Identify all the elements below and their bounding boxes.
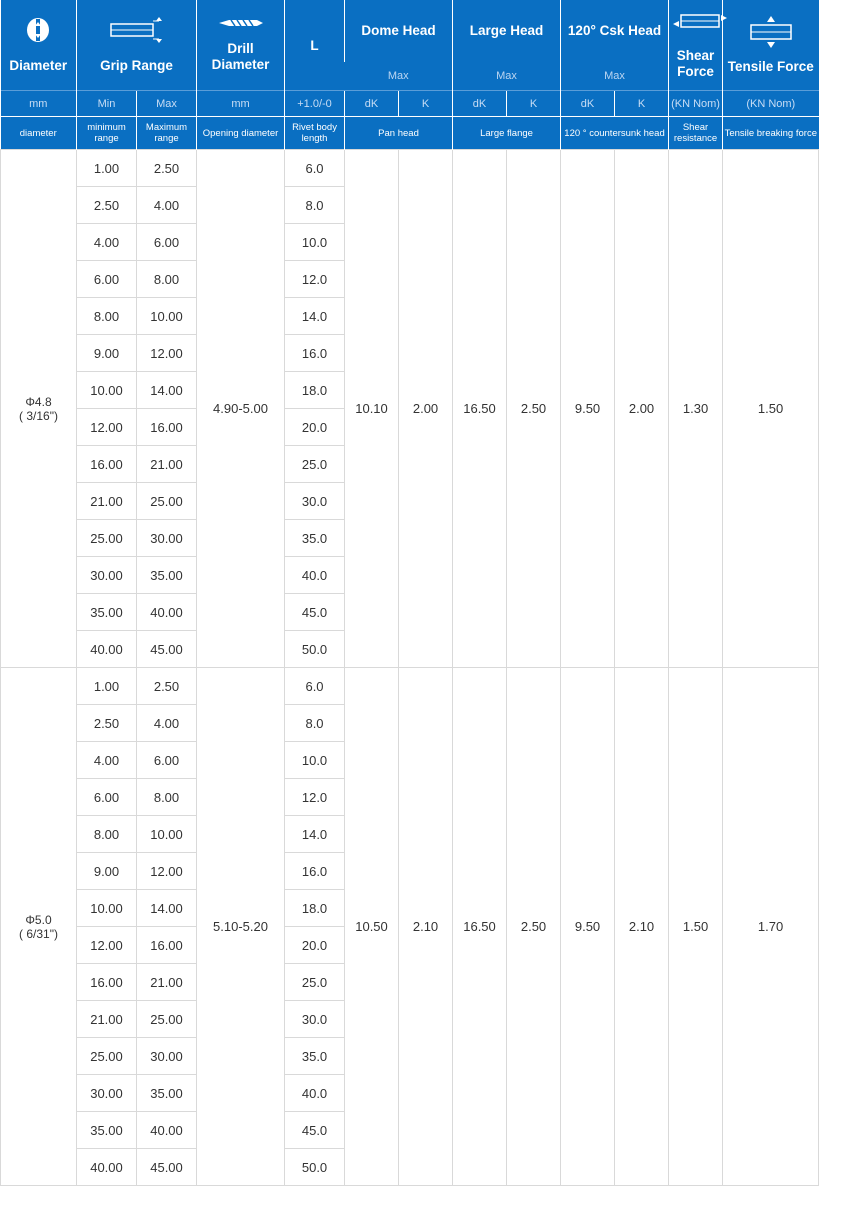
grip-max-cell: 16.00 (137, 409, 197, 446)
grip-max-cell: 21.00 (137, 446, 197, 483)
length-cell: 16.0 (285, 335, 345, 372)
length-cell: 40.0 (285, 557, 345, 594)
desc-large-flange: Large flange (453, 117, 561, 150)
unit-dome-dk: dK (345, 91, 399, 117)
grip-min-cell: 35.00 (77, 594, 137, 631)
length-cell: 35.0 (285, 520, 345, 557)
grip-max-cell: 14.00 (137, 372, 197, 409)
length-cell: 12.0 (285, 779, 345, 816)
grip-max-cell: 4.00 (137, 705, 197, 742)
length-cell: 8.0 (285, 187, 345, 224)
drill-diameter-cell: 4.90-5.00 (197, 150, 285, 668)
grip-max-cell: 2.50 (137, 668, 197, 705)
desc-rivet-body: Rivet body length (285, 117, 345, 150)
grip-max-cell: 30.00 (137, 1038, 197, 1075)
unit-diameter: mm (1, 91, 77, 117)
length-cell: 35.0 (285, 1038, 345, 1075)
length-cell: 6.0 (285, 668, 345, 705)
dome-head-title: Dome Head (361, 23, 436, 38)
grip-max-cell: 8.00 (137, 261, 197, 298)
length-cell: 50.0 (285, 631, 345, 668)
diameter-inch-value: ( 3/16") (19, 408, 58, 423)
table-row (1, 668, 863, 705)
desc-opening: Opening diameter (197, 117, 285, 150)
grip-max-cell: 6.00 (137, 224, 197, 261)
shear-force-title: Shear Force (676, 48, 715, 79)
grip-min-cell: 9.00 (77, 335, 137, 372)
diameter-title: Diameter (9, 58, 68, 73)
csk-k-cell: 2.10 (615, 668, 669, 1186)
length-cell: 8.0 (285, 705, 345, 742)
dome-k-cell: 2.00 (399, 150, 453, 668)
length-cell: 25.0 (285, 964, 345, 1001)
csk-head-header (561, 0, 669, 62)
grip-min-cell: 25.00 (77, 520, 137, 557)
grip-min-cell: 12.00 (77, 409, 137, 446)
csk-k-cell: 2.00 (615, 150, 669, 668)
grip-min-cell: 4.00 (77, 224, 137, 261)
grip-max-cell: 25.00 (137, 1001, 197, 1038)
csk-max-label: Max (561, 62, 669, 91)
drill-title: Drill Diameter (211, 41, 270, 72)
length-cell: 50.0 (285, 1149, 345, 1186)
grip-min-cell: 1.00 (77, 668, 137, 705)
length-cell: 45.0 (285, 594, 345, 631)
grip-max-cell: 8.00 (137, 779, 197, 816)
length-cell: 14.0 (285, 816, 345, 853)
length-cell: 12.0 (285, 261, 345, 298)
grip-min-cell: 16.00 (77, 964, 137, 1001)
grip-min-cell: 25.00 (77, 1038, 137, 1075)
length-cell: 16.0 (285, 853, 345, 890)
tensile-cell: 1.50 (723, 150, 819, 668)
table-body (1, 150, 863, 1186)
unit-dome-k: K (399, 91, 453, 117)
length-cell: 18.0 (285, 890, 345, 927)
desc-max-range: Maximum range (137, 117, 197, 150)
length-header (285, 0, 345, 91)
dome-dk-cell: 10.50 (345, 668, 399, 1186)
shear-cell: 1.30 (669, 150, 723, 668)
table-row (1, 150, 863, 187)
unit-length: +1.0/-0 (285, 91, 345, 117)
grip-min-cell: 21.00 (77, 1001, 137, 1038)
grip-min-cell: 6.00 (77, 261, 137, 298)
length-cell: 20.0 (285, 927, 345, 964)
grip-max-cell: 16.00 (137, 927, 197, 964)
grip-max-cell: 2.50 (137, 150, 197, 187)
grip-min-cell: 4.00 (77, 742, 137, 779)
large-k-cell: 2.50 (507, 668, 561, 1186)
grip-min-cell: 21.00 (77, 483, 137, 520)
length-cell: 6.0 (285, 150, 345, 187)
desc-tensile: Tensile breaking force (723, 117, 819, 150)
tensile-cell: 1.70 (723, 668, 819, 1186)
large-head-header (453, 0, 561, 62)
desc-shear: Shear resistance (669, 117, 723, 150)
grip-max-cell: 12.00 (137, 335, 197, 372)
grip-min-cell: 8.00 (77, 816, 137, 853)
unit-grip-max: Max (137, 91, 197, 117)
length-title: L (310, 38, 319, 53)
grip-range-icon (107, 16, 167, 44)
diameter-cell (1, 150, 77, 668)
large-max-label: Max (453, 62, 561, 91)
csk-dk-cell: 9.50 (561, 150, 615, 668)
unit-drill: mm (197, 91, 285, 117)
grip-max-cell: 10.00 (137, 816, 197, 853)
grip-max-cell: 12.00 (137, 853, 197, 890)
unit-large-dk: dK (453, 91, 507, 117)
desc-countersunk: 120 ° countersunk head (561, 117, 669, 150)
unit-grip-min: Min (77, 91, 137, 117)
grip-min-cell: 35.00 (77, 1112, 137, 1149)
grip-min-cell: 30.00 (77, 1075, 137, 1112)
grip-min-cell: 10.00 (77, 372, 137, 409)
grip-min-cell: 2.50 (77, 187, 137, 224)
length-cell: 30.0 (285, 1001, 345, 1038)
desc-pan-head: Pan head (345, 117, 453, 150)
csk-dk-cell: 9.50 (561, 668, 615, 1186)
drill-diameter-cell: 5.10-5.20 (197, 668, 285, 1186)
dome-head-header (345, 0, 453, 62)
diameter-header (1, 0, 77, 91)
grip-max-cell: 4.00 (137, 187, 197, 224)
grip-min-cell: 12.00 (77, 927, 137, 964)
length-cell: 20.0 (285, 409, 345, 446)
unit-csk-dk: dK (561, 91, 615, 117)
large-k-cell: 2.50 (507, 150, 561, 668)
csk-head-title: 120° Csk Head (567, 23, 662, 38)
length-cell: 45.0 (285, 1112, 345, 1149)
grip-max-cell: 35.00 (137, 557, 197, 594)
grip-min-cell: 2.50 (77, 705, 137, 742)
grip-max-cell: 40.00 (137, 1112, 197, 1149)
length-cell: 40.0 (285, 1075, 345, 1112)
grip-max-cell: 40.00 (137, 594, 197, 631)
diameter-value: Φ5.0 (25, 912, 52, 927)
length-cell: 10.0 (285, 224, 345, 261)
grip-max-cell: 35.00 (137, 1075, 197, 1112)
grip-max-cell: 14.00 (137, 890, 197, 927)
grip-max-cell: 21.00 (137, 964, 197, 1001)
length-cell: 14.0 (285, 298, 345, 335)
grip-min-cell: 10.00 (77, 890, 137, 927)
grip-max-cell: 25.00 (137, 483, 197, 520)
grip-min-cell: 6.00 (77, 779, 137, 816)
unit-csk-k: K (615, 91, 669, 117)
large-dk-cell: 16.50 (453, 668, 507, 1186)
grip-range-title: Grip Range (100, 58, 173, 73)
grip-min-cell: 16.00 (77, 446, 137, 483)
desc-diameter: diameter (1, 117, 77, 150)
tensile-force-title: Tensile Force (727, 59, 814, 74)
rivet-diameter-icon (25, 16, 51, 44)
unit-large-k: K (507, 91, 561, 117)
length-cell: 10.0 (285, 742, 345, 779)
dome-dk-cell: 10.10 (345, 150, 399, 668)
length-cell: 30.0 (285, 483, 345, 520)
diameter-cell (1, 668, 77, 1186)
tensile-force-header (723, 0, 819, 91)
grip-min-cell: 40.00 (77, 1149, 137, 1186)
grip-max-cell: 6.00 (137, 742, 197, 779)
length-cell: 18.0 (285, 372, 345, 409)
grip-max-cell: 30.00 (137, 520, 197, 557)
diameter-value: Φ4.8 (25, 394, 52, 409)
grip-min-cell: 30.00 (77, 557, 137, 594)
shear-force-header (669, 0, 723, 91)
dome-max-label: Max (387, 70, 409, 82)
diameter-inch-value: ( 6/31") (19, 926, 58, 941)
grip-min-cell: 40.00 (77, 631, 137, 668)
length-cell: 25.0 (285, 446, 345, 483)
large-head-title: Large Head (469, 23, 544, 38)
unit-tensile: (KN Nom) (723, 91, 819, 117)
grip-max-cell: 45.00 (137, 631, 197, 668)
desc-min-range: minimum range (77, 117, 137, 150)
unit-shear: (KN Nom) (669, 91, 723, 117)
shear-cell: 1.50 (669, 668, 723, 1186)
grip-min-cell: 9.00 (77, 853, 137, 890)
drill-header (197, 0, 285, 91)
large-dk-cell: 16.50 (453, 150, 507, 668)
dome-k-cell: 2.10 (399, 668, 453, 1186)
grip-range-header (77, 0, 197, 91)
grip-min-cell: 1.00 (77, 150, 137, 187)
tensile-force-icon (748, 15, 794, 49)
grip-max-cell: 10.00 (137, 298, 197, 335)
grip-min-cell: 8.00 (77, 298, 137, 335)
grip-max-cell: 45.00 (137, 1149, 197, 1186)
drill-bit-icon (217, 17, 265, 29)
